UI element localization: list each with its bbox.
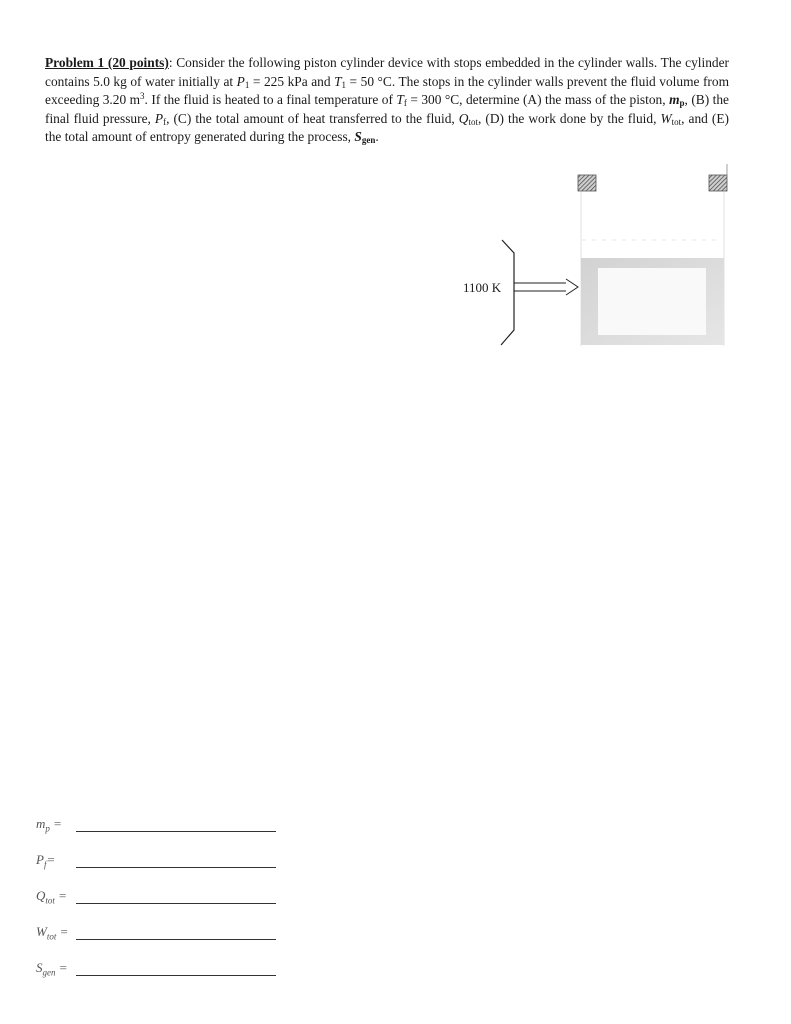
answer-label bbox=[36, 888, 67, 906]
answer-label bbox=[36, 852, 55, 870]
answer-symbol: Q bbox=[36, 888, 46, 904]
answer-label bbox=[36, 960, 68, 978]
answer-qtot bbox=[36, 884, 276, 910]
problem-text: , (B) the final fluid pressure, bbox=[45, 92, 729, 126]
problem-text: . If the fluid is heated to a final temperature of bbox=[144, 92, 397, 108]
symbol-mp: m bbox=[669, 92, 680, 108]
answer-subscript: tot bbox=[45, 896, 55, 906]
problem-text: = 300 °C, determine (A) the mass of the piston, bbox=[406, 92, 670, 108]
answer-mp bbox=[36, 812, 276, 838]
symbol-wtot: W bbox=[660, 110, 672, 126]
reservoir-temperature-label: 1100 K bbox=[463, 280, 502, 295]
answer-equals: = bbox=[54, 888, 67, 904]
stop-right bbox=[709, 175, 727, 191]
answer-blank[interactable] bbox=[76, 975, 276, 976]
answer-symbol: W bbox=[36, 924, 47, 940]
subscript: f bbox=[403, 98, 407, 109]
problem-text: . bbox=[375, 129, 379, 145]
fluid-inner bbox=[598, 268, 706, 335]
answer-pf bbox=[36, 848, 276, 874]
subscript: gen bbox=[361, 135, 376, 146]
answer-blank[interactable] bbox=[76, 903, 276, 904]
answer-blank[interactable] bbox=[76, 831, 276, 832]
answer-label bbox=[36, 816, 62, 834]
problem-text: , and (E) the total amount of entropy generated during the process, bbox=[45, 110, 729, 145]
symbol-tf: T bbox=[396, 92, 404, 108]
symbol-p1: P bbox=[236, 73, 245, 89]
answer-equals: = bbox=[56, 924, 69, 940]
problem-text: = 50 °C. The stops in the cylinder walls prevent the fluid volume from exceeding 3.20 m bbox=[45, 73, 730, 108]
subscript: 1 bbox=[341, 79, 347, 90]
answer-symbol: m bbox=[36, 816, 46, 832]
heat-transfer-arrow bbox=[514, 279, 578, 295]
answer-subscript: tot bbox=[46, 932, 57, 942]
problem-title: Problem 1 (20 points) bbox=[45, 55, 169, 70]
answer-symbol: P bbox=[36, 852, 44, 868]
answer-subscript: p bbox=[45, 824, 50, 834]
problem-text: , (C) the total amount of heat transferred to the fluid, bbox=[166, 110, 459, 126]
answer-subscript: f bbox=[43, 860, 47, 870]
subscript: tot bbox=[468, 116, 478, 127]
subscript: 1 bbox=[244, 79, 250, 90]
problem-text: = 225 kPa and bbox=[249, 73, 335, 89]
answer-subscript: gen bbox=[42, 968, 56, 978]
answer-equals: = bbox=[46, 852, 56, 868]
answer-blank[interactable] bbox=[76, 867, 276, 868]
answer-label bbox=[36, 924, 68, 942]
superscript: 3 bbox=[140, 91, 145, 102]
symbol-sgen: S bbox=[354, 129, 362, 145]
problem-statement bbox=[45, 54, 729, 147]
problem-text: : Consider the following piston cylinder device with stops embedded in the cylinder walls. The cylinder contains 5.0 kg of water initially at bbox=[45, 55, 729, 89]
answer-equals: = bbox=[55, 960, 68, 976]
subscript: f bbox=[163, 116, 167, 127]
answer-wtot bbox=[36, 920, 276, 946]
answer-sgen bbox=[36, 956, 276, 982]
stop-left bbox=[578, 175, 596, 191]
answer-symbol: S bbox=[36, 960, 43, 976]
symbol-qtot: Q bbox=[458, 110, 469, 126]
symbol-t1: T bbox=[334, 73, 342, 89]
answer-blank[interactable] bbox=[76, 939, 276, 940]
fluid-region bbox=[581, 258, 724, 345]
problem-text: , (D) the work done by the fluid, bbox=[477, 110, 661, 126]
subscript: tot bbox=[671, 116, 682, 127]
answer-equals: = bbox=[49, 816, 62, 832]
subscript: p bbox=[679, 98, 685, 109]
symbol-pf: P bbox=[154, 110, 164, 126]
reservoir-bracket bbox=[501, 240, 514, 345]
